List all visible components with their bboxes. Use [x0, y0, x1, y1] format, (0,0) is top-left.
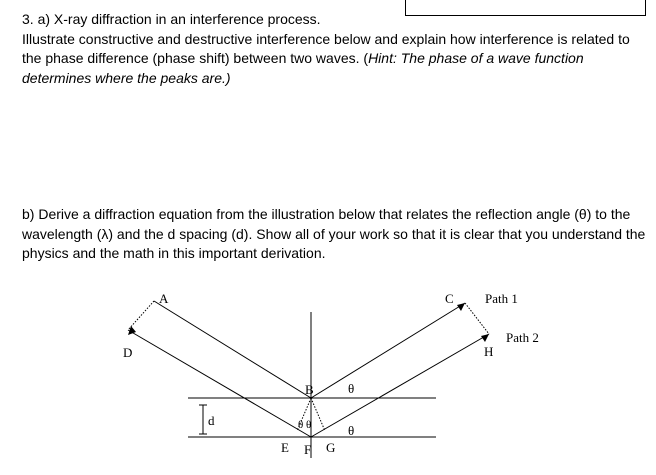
label-theta-lower: θ	[348, 423, 355, 438]
incident-wavefront	[128, 301, 154, 330]
label-b: B	[305, 382, 314, 397]
label-theta-upper: θ	[348, 381, 355, 396]
question-a-hint: Hint: The phase of a wave function determines where the peaks are.)	[22, 50, 584, 86]
label-d: D	[123, 345, 133, 360]
label-e: E	[281, 440, 289, 455]
label-path2: Path 2	[506, 330, 539, 345]
label-f: F	[304, 442, 312, 457]
reflected-ray-path2	[311, 334, 489, 437]
label-c: C	[445, 291, 454, 306]
reflected-wavefront	[465, 303, 489, 334]
label-d-spacing: d	[208, 413, 215, 428]
label-h: H	[484, 344, 494, 359]
question-a-heading: 3. a) X-ray diffraction in an interference process.	[22, 11, 321, 27]
question-b-text: b) Derive a diffraction equation from the illustration below that relates the reflection angle (θ) to the wavelength (λ) and the d spacing (d). Show all of your work so that it is clear that you understand the physics and the math in this important derivation.	[22, 206, 646, 262]
label-g: G	[326, 440, 336, 455]
incident-ray-path1	[154, 301, 311, 398]
reflected-ray-path1	[311, 303, 465, 398]
label-a: A	[159, 291, 169, 306]
perpendicular-bg	[311, 398, 325, 431]
label-path1: Path 1	[485, 291, 518, 306]
question-a-body-text: Illustrate constructive and destructive interference below and explain how interference is related to the phase difference (phase shift) between two waves. (	[22, 30, 630, 67]
incident-ray-path2	[128, 330, 311, 437]
label-theta-small: θ θ	[298, 419, 312, 431]
